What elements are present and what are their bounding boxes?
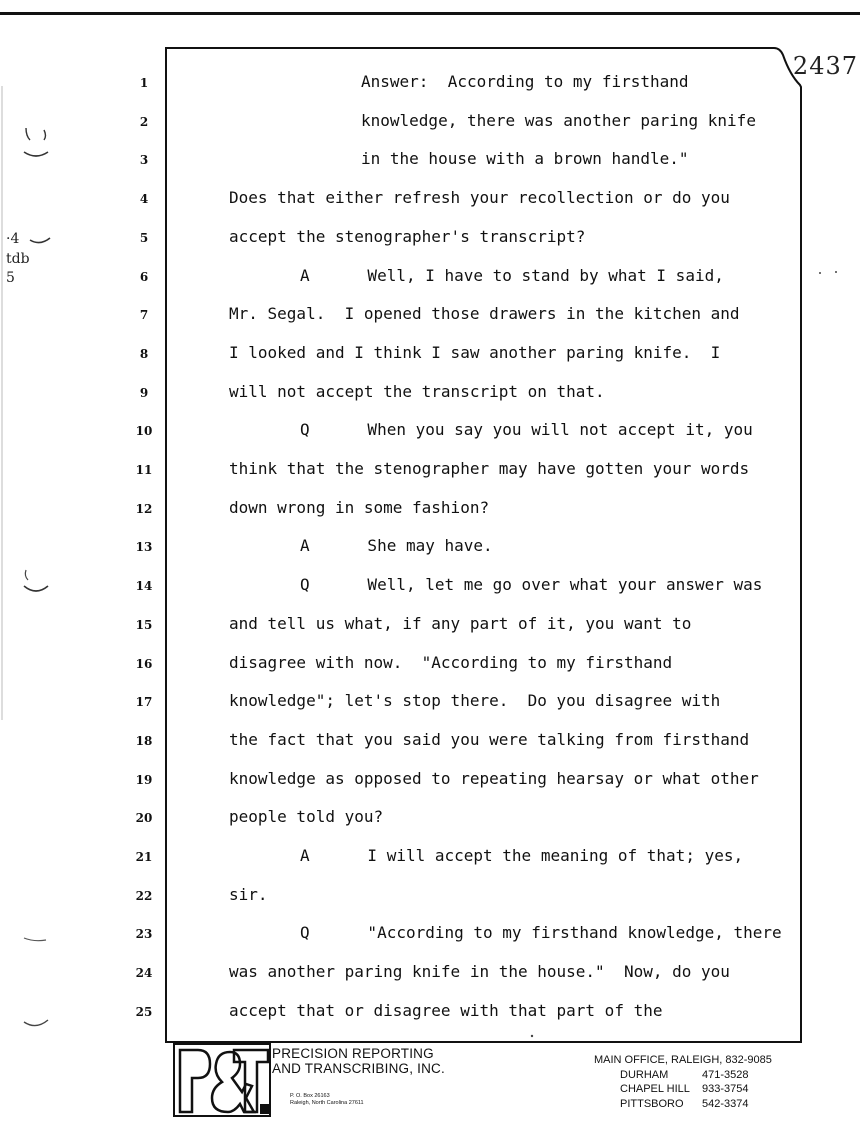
- transcript-line: Q "According to my firsthand knowledge, there: [300, 923, 782, 943]
- office-phone: 471-3528: [702, 1068, 749, 1081]
- office-name: CHAPEL HILL: [620, 1083, 690, 1095]
- pt-logo: [172, 1042, 272, 1122]
- line-number: 23: [135, 927, 153, 942]
- line-number: 10: [135, 424, 153, 439]
- line-number: 13: [135, 540, 153, 555]
- transcript-line: Answer: According to my firsthand: [361, 72, 689, 91]
- transcript-line: the fact that you said you were talking from firsthand: [229, 729, 750, 749]
- line-number: 12: [135, 501, 153, 516]
- address-line-1: P. O. Box 26163: [290, 1093, 330, 1099]
- transcript-line: was another paring knife in the house." Now, do you: [229, 962, 730, 982]
- transcript-line: disagree with now. "According to my firsthand: [229, 652, 673, 672]
- line-number: 22: [135, 888, 153, 903]
- office-phone: 542-3374: [702, 1097, 749, 1110]
- transcript-line: A She may have.: [300, 536, 493, 556]
- line-number: 20: [135, 811, 153, 826]
- margin-note-3: 5: [6, 270, 15, 286]
- transcript-line: think that the stenographer may have gotten your words: [229, 459, 750, 478]
- line-number: 6: [139, 269, 149, 284]
- main-office: MAIN OFFICE, RALEIGH, 832-9085: [594, 1054, 772, 1066]
- transcript-line: people told you?: [229, 807, 384, 827]
- office-row: [594, 1097, 772, 1112]
- transcript-line: I looked and I think I saw another paring knife. I: [229, 342, 721, 362]
- line-number: 24: [135, 966, 153, 981]
- office-name: PITTSBORO: [620, 1097, 684, 1110]
- line-number: 4: [139, 192, 149, 207]
- page-number: 2437: [792, 52, 858, 80]
- firm-name: [272, 1046, 445, 1076]
- transcript-line: knowledge"; let's stop there. Do you disagree with: [229, 691, 721, 711]
- transcript-line: A Well, I have to stand by what I said,: [300, 265, 724, 285]
- office-name: DURHAM: [620, 1068, 669, 1081]
- line-number: 25: [135, 1004, 153, 1019]
- transcript-line: knowledge as opposed to repeating hearsay or what other: [229, 768, 759, 788]
- transcript-line: sir.: [229, 884, 268, 904]
- firm-name-line-2: AND TRANSCRIBING, INC.: [272, 1061, 445, 1076]
- line-number: 15: [135, 617, 153, 632]
- line-number: 17: [135, 695, 153, 710]
- office-row: [594, 1068, 772, 1083]
- line-number: 11: [135, 463, 153, 477]
- line-number: 2: [139, 114, 149, 129]
- transcript-line: knowledge, there was another paring knife: [361, 110, 756, 130]
- firm-address: [290, 1093, 364, 1107]
- line-number: 19: [135, 772, 153, 787]
- firm-name-line-1: PRECISION REPORTING: [272, 1046, 434, 1061]
- line-number: 21: [135, 850, 153, 864]
- line-number: 14: [135, 579, 153, 594]
- transcript-line: accept the stenographer's transcript?: [229, 226, 586, 246]
- line-number: 18: [135, 733, 153, 748]
- transcript-line: Does that either refresh your recollection or do you: [229, 188, 730, 208]
- transcript-line: Mr. Segal. I opened those drawers in the kitchen and: [229, 304, 740, 324]
- address-line-2: Raleigh, North Carolina 27611: [290, 1100, 364, 1106]
- transcript-line: A I will accept the meaning of that; yes,: [300, 846, 744, 865]
- line-number: 8: [139, 346, 149, 361]
- line-number: 3: [139, 153, 149, 168]
- transcript-line: and tell us what, if any part of it, you want to: [229, 613, 692, 633]
- line-number: 7: [139, 308, 149, 323]
- transcript-line: Q When you say you will not accept it, you: [300, 420, 753, 440]
- transcript-line: accept that or disagree with that part of the: [229, 1000, 663, 1020]
- transcript-line: Q Well, let me go over what your answer was: [300, 575, 763, 595]
- transcript-line: down wrong in some fashion?: [229, 497, 490, 517]
- line-number: 1: [139, 76, 149, 90]
- margin-note-1: ·4: [6, 231, 20, 247]
- office-list: [594, 1053, 772, 1111]
- line-number: 5: [139, 230, 149, 245]
- line-number: 9: [139, 385, 149, 400]
- office-phone: 933-3754: [702, 1083, 749, 1095]
- office-row: [594, 1082, 772, 1097]
- margin-note-2: tdb: [6, 251, 30, 267]
- transcript-line: in the house with a brown handle.": [361, 149, 689, 169]
- line-number: 16: [135, 656, 153, 671]
- transcript-line: will not accept the transcript on that.: [229, 381, 605, 401]
